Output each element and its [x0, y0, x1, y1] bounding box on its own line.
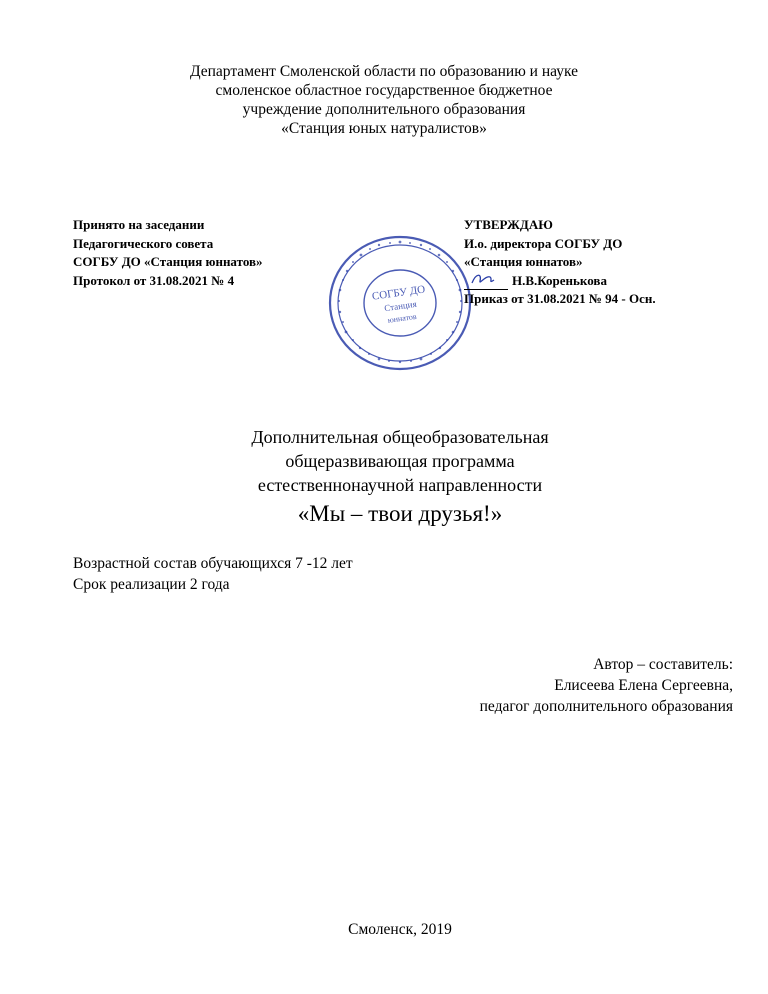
- stamp-center-line: юннатов: [387, 311, 418, 325]
- author-position: педагог дополнительного образования: [479, 698, 733, 715]
- program-title-line: естественнонаучной направленности: [257, 475, 543, 495]
- author-label: Автор – составитель:: [593, 656, 733, 673]
- stamp-center-line: СОГБУ ДО: [371, 283, 426, 303]
- program-meta: [73, 553, 353, 595]
- city-year: Смоленск, 2019: [348, 921, 452, 938]
- approved-org: «Станция юннатов»: [464, 254, 583, 269]
- official-stamp: [325, 228, 475, 383]
- approved-signature-row: [464, 272, 656, 291]
- accepted-line: Протокол от 31.08.2021 № 4: [73, 272, 235, 288]
- age-range: Возрастной состав обучающихся 7 -12 лет: [73, 555, 353, 572]
- header-line: «Станция юных натуралистов»: [281, 120, 487, 137]
- program-title-line: общеразвивающая программа: [285, 451, 515, 471]
- author-block: [480, 654, 733, 717]
- accepted-line: СОГБУ ДО «Станция юннатов»: [73, 254, 263, 269]
- approved-title: УТВЕРЖДАЮ: [464, 217, 553, 232]
- program-name: «Мы – твои друзья!»: [297, 501, 503, 526]
- signature-icon: [470, 271, 496, 287]
- signature-line: [464, 275, 508, 290]
- accepted-line: Педагогического совета: [73, 235, 214, 251]
- header-line: учреждение дополнительного образования: [242, 101, 526, 118]
- author-name: Елисеева Елена Сергеевна,: [554, 677, 733, 694]
- header-line: смоленское областное государственное бюджетное: [215, 82, 553, 99]
- program-term: Срок реализации 2 года: [73, 576, 230, 593]
- stamp-icon: [325, 228, 475, 378]
- approved-position: И.о. директора СОГБУ ДО: [464, 235, 623, 251]
- accepted-block: [73, 216, 263, 290]
- institution-header: [0, 62, 768, 138]
- approved-block: [464, 216, 656, 309]
- program-title: [0, 425, 768, 529]
- approved-order: Приказ от 31.08.2021 № 94 - Осн.: [464, 291, 656, 306]
- program-title-line: Дополнительная общеобразовательная: [251, 427, 549, 447]
- header-line: Департамент Смоленской области по образованию и науке: [189, 63, 578, 80]
- approved-signer: Н.В.Коренькова: [512, 272, 607, 288]
- accepted-line: Принято на заседании: [73, 217, 205, 232]
- stamp-center-line: Станция: [383, 298, 418, 314]
